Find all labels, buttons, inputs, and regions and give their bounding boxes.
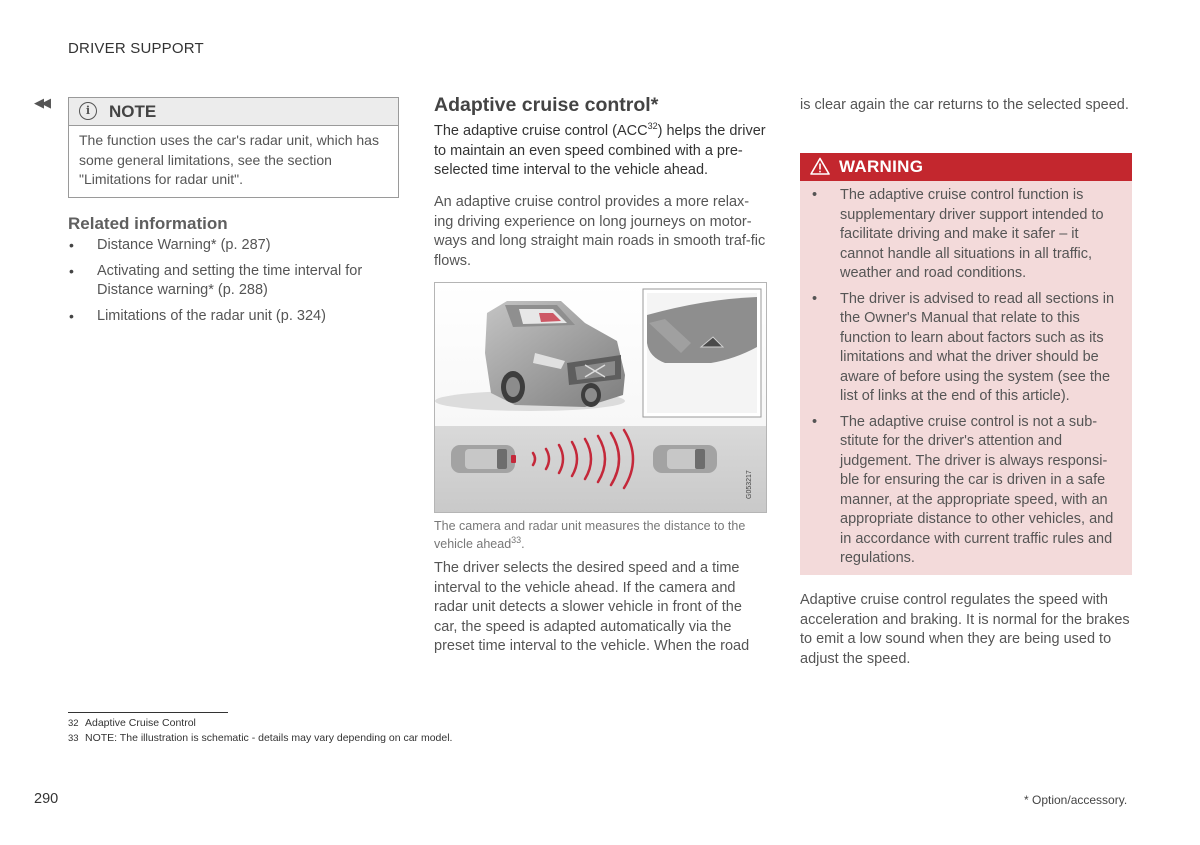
page-title: Adaptive cruise control* xyxy=(434,94,659,116)
list-item xyxy=(68,262,398,301)
related-information-heading: Related information xyxy=(68,214,228,233)
note-box xyxy=(68,97,399,198)
warning-triangle-icon xyxy=(810,157,830,175)
warning-title: WARNING xyxy=(839,157,924,176)
related-link-distance-warning[interactable]: Distance Warning* (p. 287) xyxy=(97,237,271,253)
list-item: • The adaptive cruise control is not a sub-stitute for the driver's attention and judgement. The driver is always responsi-ble for ensuring the car is driven in a safe manner, at the appropriate speed, with an appropriate distance to other vehicles, and in accordance with current traffic rules and regulations. xyxy=(810,413,1118,569)
acc-illustration xyxy=(434,282,767,513)
warning-header xyxy=(800,153,1132,181)
intro-paragraph: The adaptive cruise control (ACC$^{32}$) helps the driver to maintain an even speed combined with a pre-selected time interval to the vehicle ahead. xyxy=(434,121,766,178)
warning-list xyxy=(800,181,1132,569)
note-text: The function uses the car's radar unit, which has some general limitations, see the section "Limitations for radar unit". xyxy=(79,132,379,187)
body-paragraph: The driver selects the desired speed and a time interval to the vehicle ahead. If the camera and radar unit detects a slower vehicle in front of the car, the speed is adapted automatically via the preset time interval to the vehicle. When the road xyxy=(434,560,750,654)
footnote: 32 Adaptive Cruise Control xyxy=(68,717,196,729)
body-paragraph: Adaptive cruise control regulates the speed with acceleration and braking. It is normal for the brakes to emit a low sound when they are being used to adjust the speed. xyxy=(800,592,1130,667)
accessory-note: * Option/accessory. xyxy=(1024,793,1128,807)
figure-code: G053217 xyxy=(746,470,753,499)
note-header xyxy=(69,98,398,126)
page-number: 290 xyxy=(34,791,59,807)
footnote-ref-33: 33 xyxy=(511,534,522,545)
footnote: 33 NOTE: The illustration is schematic - details may vary depending on car model. xyxy=(68,732,453,744)
vehicle-ahead-topview xyxy=(653,445,717,473)
warning-box xyxy=(800,153,1132,575)
double-left-arrow-icon[interactable]: ◀◀ xyxy=(34,95,48,110)
footnote-divider xyxy=(68,712,228,713)
footnote-ref-32: 32 xyxy=(647,121,658,132)
list-item: • The driver is advised to read all sections in the Owner's Manual that relate to this function to learn about factors such as its limitations and what the driver should be aware of before using the system (see the list of links at the end of this article). xyxy=(810,290,1118,407)
section-title: DRIVER SUPPORT xyxy=(68,40,204,57)
list-item xyxy=(68,236,398,256)
info-icon: i xyxy=(79,102,97,120)
note-title: NOTE xyxy=(109,102,157,121)
body-paragraph: An adaptive cruise control provides a more relax-ing driving experience on long journeys on motor-ways and long straight main roads in smooth traf-fic flows. xyxy=(434,194,766,269)
figure-caption: The camera and radar unit measures the distance to the vehicle ahead$^{33}$. xyxy=(434,519,746,551)
list-item xyxy=(68,307,398,327)
own-vehicle-topview xyxy=(451,445,516,473)
related-link-radar-limitations[interactable]: Limitations of the radar unit (p. 324) xyxy=(97,307,326,324)
related-information-list xyxy=(68,236,398,326)
radar-unit-closeup xyxy=(643,289,761,417)
related-link-time-interval[interactable]: Activating and setting the time interval for Distance warning* (p. 288) xyxy=(97,262,363,298)
body-paragraph: is clear again the car returns to the selected speed. xyxy=(800,97,1129,113)
list-item: • The adaptive cruise control function is supplementary driver support intended to facilitate driving and make it safer – it cannot handle all situations in all traffic, weather and road conditions. xyxy=(810,186,1118,284)
